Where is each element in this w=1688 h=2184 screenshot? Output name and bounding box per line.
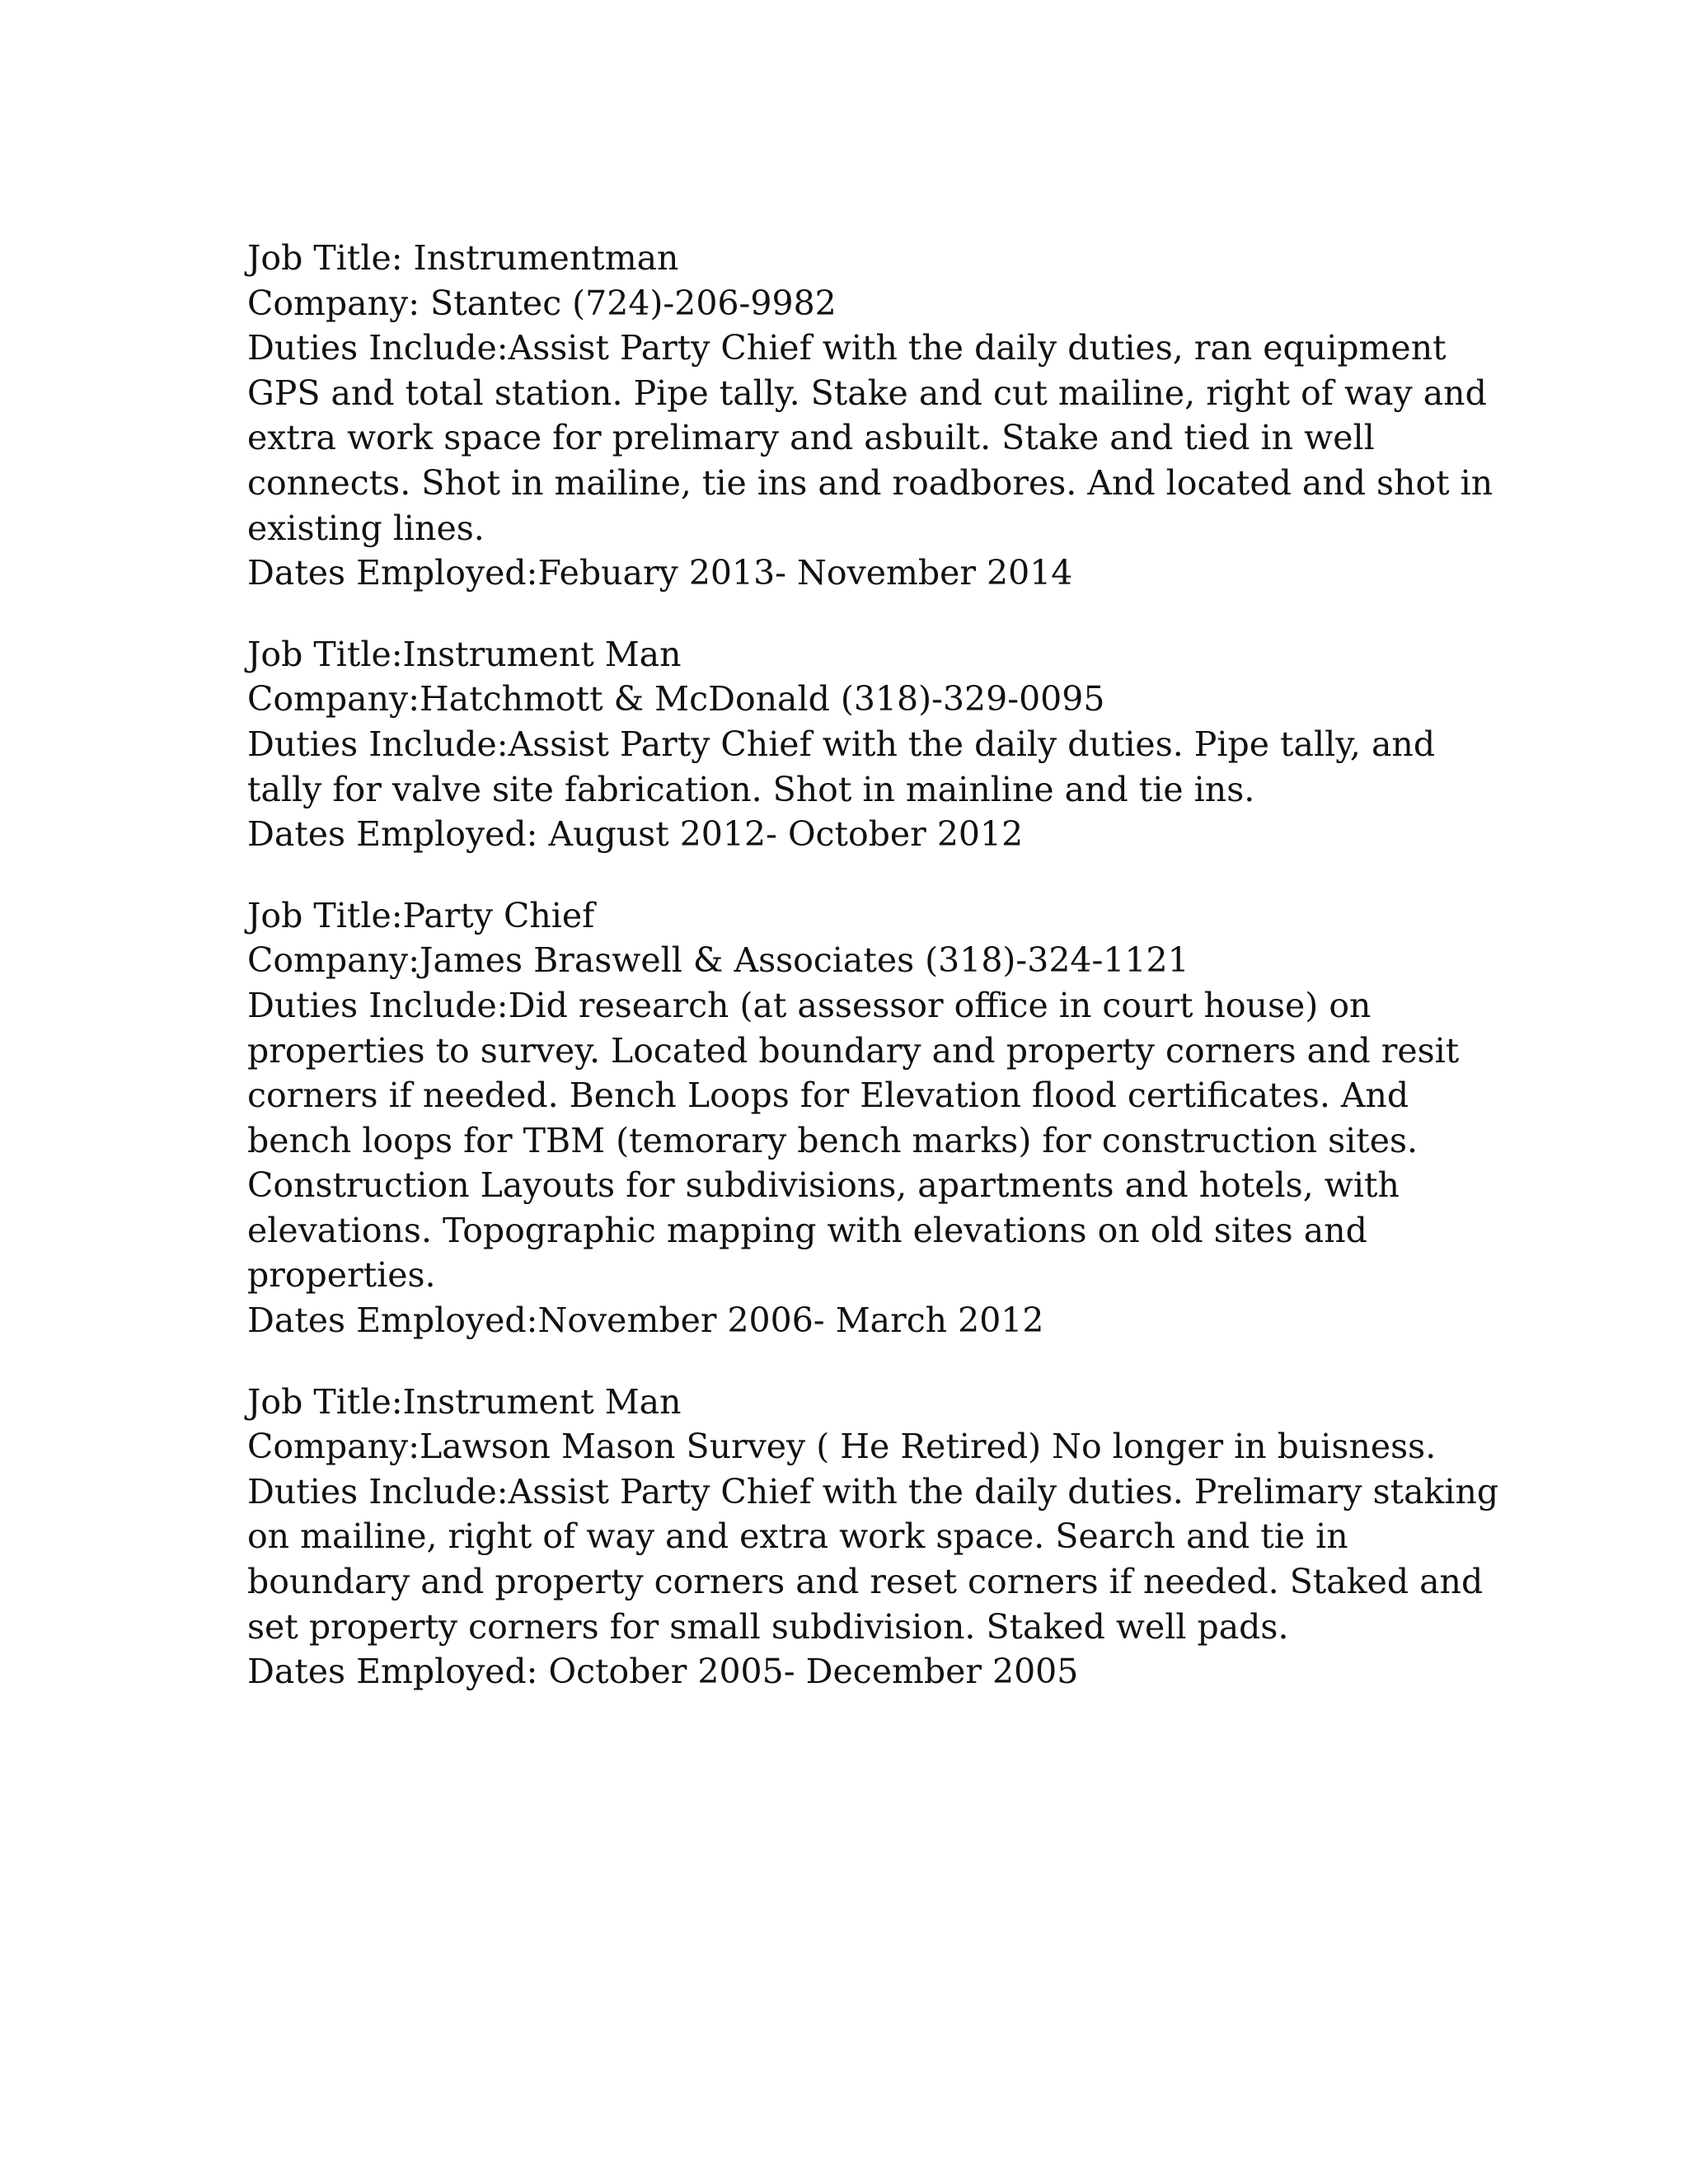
duties-line: corners if needed. Bench Loops for Elevation flood certificates. And <box>247 1076 1409 1116</box>
job-entry-3 <box>247 893 1460 1343</box>
duties-line: GPS and total station. Pipe tally. Stake and cut mailine, right of way and <box>247 373 1487 413</box>
duties-line: tally for valve site fabrication. Shot in mainline and tie ins. <box>247 769 1255 809</box>
duties-line: properties to survey. Located boundary and property corners and resit <box>247 1030 1460 1071</box>
duties-line: set property corners for small subdivision. Staked well pads. <box>247 1606 1289 1647</box>
duties-line: Construction Layouts for subdivisions, apartments and hotels, with <box>247 1165 1400 1206</box>
duties-line: Duties Include:Assist Party Chief with the daily duties, ran equipment <box>247 328 1447 368</box>
duties-line: bench loops for TBM (temorary bench marks) for construction sites. <box>247 1120 1418 1160</box>
duties-line: Duties Include:Assist Party Chief with the daily duties. Pipe tally, and <box>247 724 1436 764</box>
job-title: Job Title:Instrument Man <box>247 634 682 674</box>
duties-line: Duties Include:Assist Party Chief with the daily duties. Prelimary staking <box>247 1471 1499 1511</box>
duties-line: on mailine, right of way and extra work space. Search and tie in <box>247 1516 1348 1557</box>
company-line: Company: Stantec (724)-206-9982 <box>247 283 837 323</box>
duties-line: existing lines. <box>247 508 485 548</box>
company-line: Company:Lawson Mason Survey ( He Retired) No longer in buisness. <box>247 1427 1437 1467</box>
job-title: Job Title:Instrument Man <box>247 1381 682 1422</box>
duties-line: boundary and property corners and reset corners if needed. Staked and <box>247 1562 1484 1602</box>
duties-line: properties. <box>247 1255 436 1296</box>
job-title: Job Title:Party Chief <box>247 895 595 935</box>
dates-employed: Dates Employed: August 2012- October 2012 <box>247 814 1024 855</box>
company-line: Company:James Braswell & Associates (318)-324-1121 <box>247 940 1189 981</box>
duties-line: extra work space for prelimary and asbuilt. Stake and tied in well <box>247 418 1375 458</box>
company-line: Company:Hatchmott & McDonald (318)-329-0095 <box>247 679 1105 719</box>
document-page <box>247 236 1499 1694</box>
job-entry-2 <box>247 632 1451 857</box>
dates-employed: Dates Employed:Febuary 2013- November 2014 <box>247 553 1073 593</box>
dates-employed: Dates Employed:November 2006- March 2012 <box>247 1301 1044 1341</box>
duties-line: elevations. Topographic mapping with elevations on old sites and <box>247 1210 1367 1250</box>
job-entry-1 <box>247 236 1493 596</box>
job-entry-4 <box>247 1380 1499 1694</box>
duties-line: connects. Shot in mailine, tie ins and roadbores. And located and shot in <box>247 462 1493 503</box>
dates-employed: Dates Employed: October 2005- December 2005 <box>247 1652 1079 1692</box>
duties-line: Duties Include:Did research (at assessor office in court house) on <box>247 985 1372 1025</box>
job-title: Job Title: Instrumentman <box>247 238 679 278</box>
